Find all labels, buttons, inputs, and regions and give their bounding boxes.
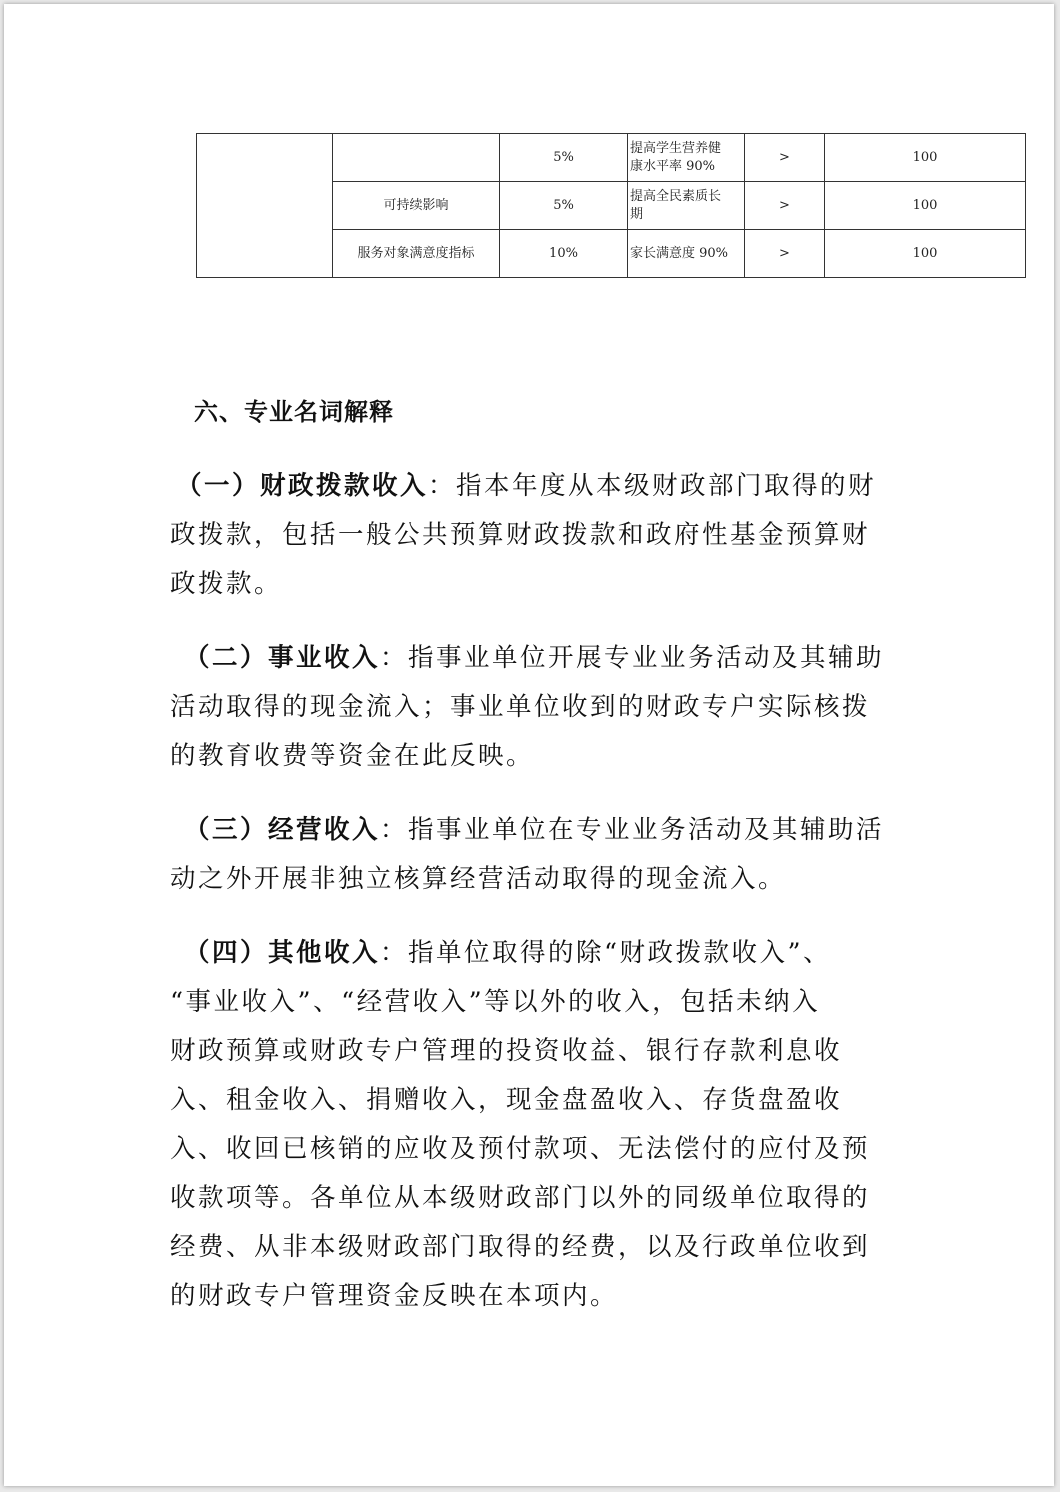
paragraph-line: 的财政专户管理资金反映在本项内。 (170, 1281, 619, 1311)
score-cell: 100 (825, 182, 1026, 230)
target-line: 提高全民素质长 (630, 188, 722, 204)
paragraph-line: 的教育收费等资金在此反映。 (170, 741, 535, 771)
definition-term: （四）其他收入 (184, 938, 381, 968)
definition-paragraph (170, 806, 944, 904)
performance-metrics-table (196, 133, 1026, 278)
paragraph-line: 入、收回已核销的应收及预付款项、无法偿付的应付及预 (170, 1134, 871, 1164)
paragraph-line: 政拨款，包括一般公共预算财政拨款和政府性基金预算财 (170, 520, 871, 550)
paragraph-line (184, 806, 944, 855)
target-cell (628, 182, 745, 230)
score-cell: 100 (825, 134, 1026, 182)
document-page (4, 4, 1054, 1486)
section-heading: 六、专业名词解释 (194, 398, 394, 426)
definition-paragraph (170, 929, 944, 1321)
definition-text: ：指事业单位在专业业务活动及其辅助活 (380, 815, 885, 845)
paragraph-line: 活动取得的现金流入；事业单位收到的财政专户实际核拨 (170, 692, 871, 722)
paragraph-line: 入、租金收入、捐赠收入，现金盘盈收入、存货盘盈收 (170, 1085, 843, 1115)
definition-text: ：指本年度从本级财政部门取得的财 (428, 471, 877, 501)
definition-term: （二）事业收入 (184, 643, 381, 673)
target-line: 家长满意度 90% (630, 245, 729, 261)
definition-term: （三）经营收入 (184, 815, 381, 845)
weight-cell: 10% (500, 230, 628, 278)
operator-cell: > (745, 182, 825, 230)
target-cell (628, 134, 745, 182)
definition-paragraph (170, 462, 936, 609)
operator-cell: > (745, 230, 825, 278)
metric-cell (333, 134, 500, 182)
paragraph-line: 动之外开展非独立核算经营活动取得的现金流入。 (170, 864, 787, 894)
definition-paragraph (170, 634, 944, 781)
target-cell (628, 230, 745, 278)
metric-cell: 可持续影响 (333, 182, 500, 230)
paragraph-line: 政拨款。 (170, 569, 283, 599)
category-cell (197, 134, 333, 278)
paragraph-line: 收款项等。各单位从本级财政部门以外的同级单位取得的 (170, 1183, 871, 1213)
weight-cell: 5% (500, 134, 628, 182)
score-cell: 100 (825, 230, 1026, 278)
target-line: 康水平率 90% (630, 158, 716, 174)
definition-text: ：指事业单位开展专业业务活动及其辅助 (380, 643, 885, 673)
definition-text: ：指单位取得的除“财政拨款收入”、 (380, 938, 832, 968)
paragraph-line: “事业收入”、“经营收入”等以外的收入，包括未纳入 (170, 987, 821, 1017)
metric-cell: 服务对象满意度指标 (333, 230, 500, 278)
operator-cell: > (745, 134, 825, 182)
definition-term: （一）财政拨款收入 (176, 471, 429, 501)
table-row (197, 134, 1026, 182)
paragraph-line (184, 634, 944, 683)
paragraph-line: 财政预算或财政专户管理的投资收益、银行存款利息收 (170, 1036, 843, 1066)
paragraph-line: 经费、从非本级财政部门取得的经费，以及行政单位收到 (170, 1232, 871, 1262)
paragraph-line (184, 929, 944, 978)
weight-cell: 5% (500, 182, 628, 230)
target-line: 期 (630, 206, 644, 222)
target-line: 提高学生营养健 (630, 140, 722, 156)
paragraph-line (176, 462, 936, 511)
